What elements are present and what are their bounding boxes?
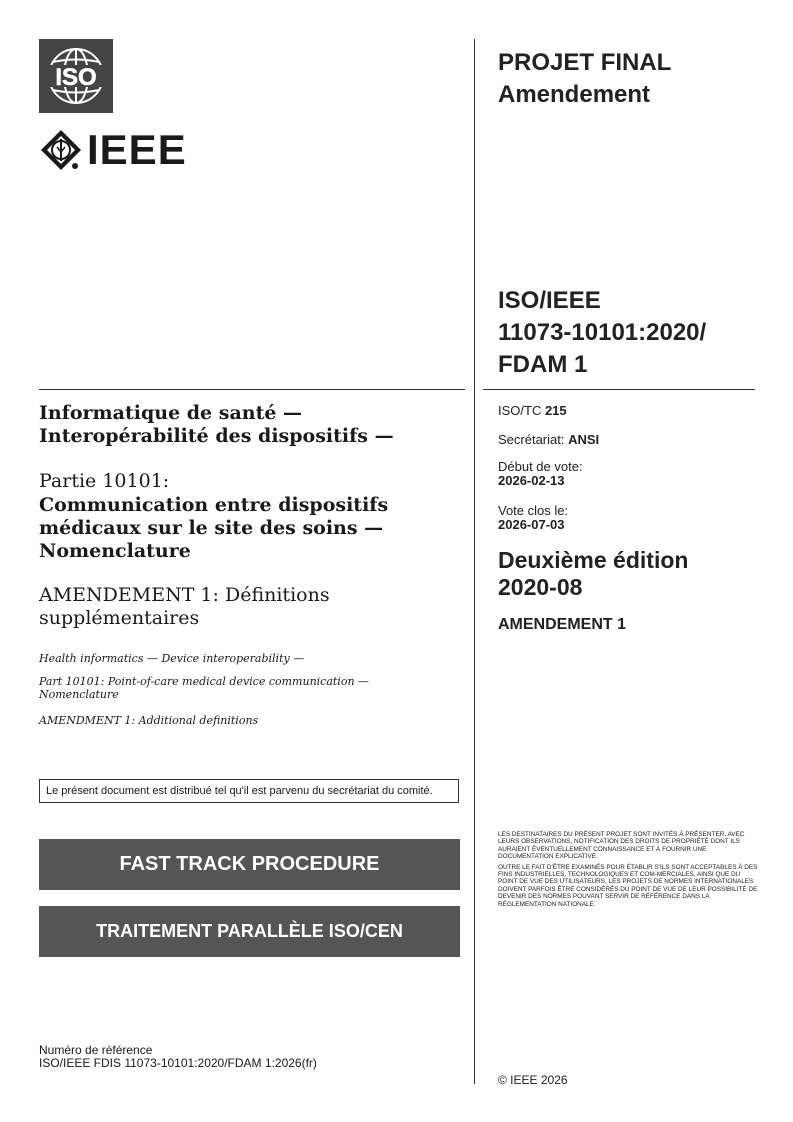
secretariat: Secrétariat: ANSI	[498, 432, 600, 447]
ieee-diamond-icon	[39, 128, 83, 172]
recipients-notice: LES DESTINATAIRES DU PRÉSENT PROJET SONT INVITÉS À PRÉSENTER, AVEC LEURS OBSERVATIONS, NOTIFICATION DES DROITS DE PROPRIÉTÉ DONT ILS AURAIENT ÉVENTUELLEMENT CONNAISSANCE ET À FOURNIR UNE DOCUMENTATION EXPLICATIVE. OUTRE LE FAIT D'ÊTRE EXAMINÉS POUR ÉTABLIR S'ILS SONT ACCEPTABLES À DES FINS INDUSTRIELLES, TECHNOLOGIQUES ET COM-MERCIALES, AINSI QUE DU POINT DE VUE DES UTILISATEURS, LES PROJETS DE NORMES INTERNATIONALES DOIVENT PARFOIS ÊTRE CONSIDÉRÉS DU POINT DE VUE DE LEUR POSSIBILITÉ DE DEVENIR DES NORMES POUVANT SERVIR DE RÉFÉRENCE DANS LA RÉGLEMENTATION NATIONALE.	[498, 831, 758, 908]
right-rule	[483, 389, 755, 390]
ieee-wordmark: IEEE	[87, 126, 187, 173]
column-divider	[474, 39, 475, 1084]
standard-number: ISO/IEEE 11073-10101:2020/ FDAM 1	[498, 287, 707, 378]
part-label: Partie 10101:	[39, 470, 170, 492]
iso-logo	[39, 39, 113, 113]
document-title: Informatique de santé — Interopérabilité des dispositifs —	[39, 402, 394, 447]
english-title-line: Health informatics — Device interoperability —	[39, 652, 305, 665]
svg-text:ISO: ISO	[55, 64, 97, 91]
left-rule	[39, 389, 465, 390]
vote-end: Vote clos le: 2026-07-03	[498, 503, 569, 532]
ieee-logo	[39, 128, 187, 172]
english-amendment-title: AMENDMENT 1: Additional definitions	[39, 714, 259, 727]
english-part-title: Part 10101: Point-of-care medical device communication — Nomenclature	[39, 675, 370, 701]
distribution-note: Le présent document est distribué tel qu'il est parvenu du secrétariat du comité.	[39, 779, 459, 803]
document-status: PROJET FINAL Amendement	[498, 49, 672, 108]
fast-track-banner: FAST TRACK PROCEDURE	[39, 839, 460, 890]
part-title: Communication entre dispositifs médicaux sur le site des soins — Nomenclature	[39, 494, 389, 562]
parallel-processing-banner: TRAITEMENT PARALLÈLE ISO/CEN	[39, 906, 460, 957]
edition: Deuxième édition 2020-08	[498, 547, 689, 600]
vote-start: Début de vote: 2026-02-13	[498, 459, 583, 488]
amendment-title: AMENDEMENT 1: Définitions supplémentaires	[39, 584, 330, 629]
amendment-label: AMENDEMENT 1	[498, 616, 627, 633]
technical-committee: ISO/TC 215	[498, 403, 567, 418]
copyright: © IEEE 2026	[498, 1073, 568, 1087]
iso-globe-icon	[39, 39, 113, 113]
reference-number: Numéro de référence ISO/IEEE FDIS 11073-10101:2020/FDAM 1:2026(fr)	[39, 1043, 317, 1070]
